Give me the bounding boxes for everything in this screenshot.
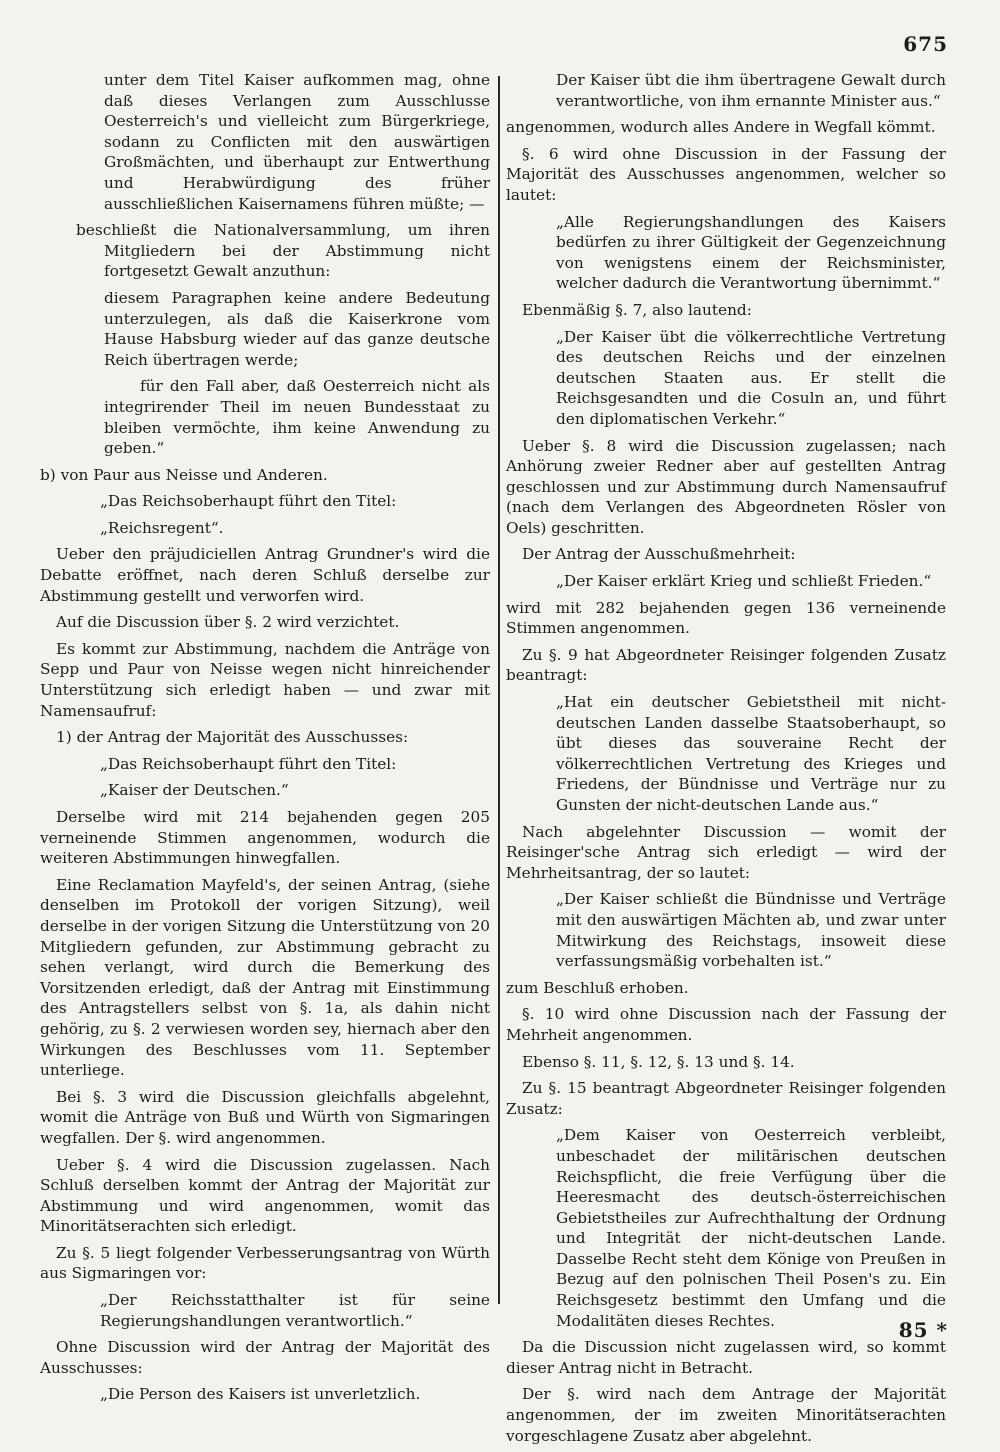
paragraph: Zu §. 15 beantragt Abgeordneter Reisinger folgenden Zusatz: [506, 1079, 946, 1118]
paragraph: „Der Kaiser übt die völkerrechtliche Vertretung des deutschen Reichs und der einzelnen deutschen Staaten aus. Er stellt die Reichsgesandten und die Cosuln an, und führt den diplomatischen Verkehr.“ [556, 327, 946, 428]
paragraph: Zu §. 5 liegt folgender Verbesserungsantrag von Würth aus Sigmaringen vor: [40, 1243, 490, 1283]
paragraph: b) von Paur aus Neisse und Anderen. [40, 465, 328, 484]
paragraph: §. 6 wird ohne Discussion in der Fassung der Majorität des Ausschusses angenommen, welcher so lautet: [506, 144, 946, 204]
paragraph: „Der Kaiser erklärt Krieg und schließt Frieden.“ [556, 572, 932, 591]
paragraph: Ebenso §. 11, §. 12, §. 13 und §. 14. [522, 1052, 795, 1071]
paragraph: zum Beschluß erhoben. [506, 978, 689, 997]
paragraph: „Kaiser der Deutschen.“ [100, 781, 289, 800]
paragraph: Eine Reclamation Mayfeld's, der seinen Antrag, (siehe denselben im Protokoll der vorigen Sitzung), weil derselbe in der vorigen Sitzung die Unterstützung von 20 Mitgliedern gefunden, zur Abstimmung gebracht zu sehen verlangt, wird durch die Bemerkung des Vorsitzenden erledigt, daß der Antrag mit Einstimmung des Antragstellers selbst von §. 1a, als dahin nicht gehörig, zu §. 2 verwiesen worden sey, hiernach aber den Wirkungen des Beschlusses vom 11. September unterliege. [40, 875, 490, 1080]
paragraph: Zu §. 9 hat Abgeordneter Reisinger folgenden Zusatz beantragt: [506, 645, 946, 685]
paragraph: „Hat ein deutscher Gebietstheil mit nicht-deutschen Landen dasselbe Staatsoberhaupt, so übt dieses das souveraine Recht der völkerrechtlichen Vertretung des Krieges und Friedens, der Bündnisse und Verträge nur zu Gunsten der nicht-deutschen Lande aus.“ [556, 693, 946, 814]
paragraph: §. 10 wird ohne Discussion nach der Fassung der Mehrheit angenommen. [506, 1005, 946, 1044]
paragraph: „Die Person des Kaisers ist unverletzlich. [100, 1385, 421, 1404]
paragraph: Ebenmäßig §. 7, also lautend: [522, 300, 752, 319]
paragraph: angenommen, wodurch alles Andere in Wegfall kömmt. [506, 118, 936, 137]
paragraph: 1) der Antrag der Majorität des Ausschusses: [56, 728, 409, 747]
paragraph: Der §. wird nach dem Antrage der Majorität angenommen, der im zweiten Minoritätserachten vorgeschlagene Zusatz aber abgelehnt. [506, 1385, 946, 1445]
paragraph: Ohne Discussion wird der Antrag der Majorität des Ausschusses: [40, 1338, 490, 1377]
paragraph: Auf die Discussion über §. 2 wird verzichtet. [56, 613, 400, 632]
paragraph: für den Fall aber, daß Oesterreich nicht als integrirender Theil im neuen Bundesstaat zu bleiben vermöchte, ihm keine Anwendung zu geben.“ [104, 377, 490, 458]
paragraph: „Reichsregent“. [100, 518, 224, 537]
paragraph: wird mit 282 bejahenden gegen 136 verneinende Stimmen angenommen. [506, 598, 946, 638]
paragraph: unter dem Titel Kaiser aufkommen mag, ohne daß dieses Verlangen zum Ausschlusse Oesterreich's und vielleicht zum Bürgerkriege, sodann zu Conflicten mit den auswärtigen Großmächten, und überhaupt zur Entwerthung und Herabwürdigung des früher ausschließlichen Kaisernamens führen müßte; — [104, 71, 490, 213]
paragraph: Es kommt zur Abstimmung, nachdem die Anträge von Sepp und Paur von Neisse wegen nicht hinreichender Unterstützung sich erledigt haben — und zwar mit Namensaufruf: [40, 639, 490, 720]
paragraph: Ueber den präjudiciellen Antrag Grundner's wird die Debatte eröffnet, nach deren Schluß derselbe zur Abstimmung gestellt und verworfen wird. [40, 545, 490, 605]
page-number: 675 [903, 32, 948, 56]
paragraph: beschließt die Nationalversammlung, um ihren Mitgliedern bei der Abstimmung nicht fortgesetzt Gewalt anzuthun: [76, 221, 490, 281]
paragraph: Ueber §. 4 wird die Discussion zugelassen. Nach Schluß derselben kommt der Antrag der Majorität zur Abstimmung und wird angenommen, womit das Minoritätserachten sich erledigt. [40, 1155, 490, 1236]
paragraph: Nach abgelehnter Discussion — womit der Reisinger'sche Antrag sich erledigt — wird der Mehrheitsantrag, der so lautet: [506, 822, 946, 882]
paragraph: diesem Paragraphen keine andere Bedeutung unterzulegen, als daß die Kaiserkrone vom Hause Habsburg wieder auf das ganze deutsche Reich übertragen werde; [104, 288, 490, 369]
paragraph: „Dem Kaiser von Oesterreich verbleibt, unbeschadet der militärischen deutschen Reichspflicht, die freie Verfügung über die Heeresmacht des deutsch-österreichischen Gebietstheiles zur Aufrechthaltung der Ordnung und Integrität der nicht-deutschen Lande. Dasselbe Recht steht dem Könige von Preußen in Bezug auf den polnischen Theil Posen's zu. Ein Reichsgesetz bestimmt den Umfang und die Modalitäten dieses Rechtes. [556, 1126, 946, 1330]
paragraph: „Das Reichsoberhaupt führt den Titel: [100, 754, 397, 773]
right-column [506, 70, 946, 1452]
paragraph: Derselbe wird mit 214 bejahenden gegen 205 verneinende Stimmen angenommen, wodurch die weiteren Abstimmungen hinwegfallen. [40, 808, 490, 868]
left-column [40, 70, 490, 1411]
paragraph: Der Kaiser übt die ihm übertragene Gewalt durch verantwortliche, von ihm ernannte Minister aus.“ [556, 71, 946, 110]
paragraph: „Alle Regierungshandlungen des Kaisers bedürfen zu ihrer Gültigkeit der Gegenzeichnung von wenigstens einem der Reichsminister, welcher dadurch die Verantwortung übernimmt.“ [556, 212, 946, 293]
signature-mark: 85 * [898, 1318, 948, 1342]
paragraph: Der Antrag der Ausschußmehrheit: [522, 545, 796, 564]
paragraph: „Das Reichsoberhaupt führt den Titel: [100, 492, 397, 511]
column-divider [498, 76, 500, 1304]
paragraph: Da die Discussion nicht zugelassen wird, so kommt dieser Antrag nicht in Betracht. [506, 1338, 946, 1377]
paragraph: Ueber §. 8 wird die Discussion zugelassen; nach Anhörung zweier Redner aber auf gestellten Antrag geschlossen und zur Abstimmung durch Namensaufruf (nach dem Verlangen des Abgeordneten Rösler von Oels) geschritten. [506, 436, 946, 537]
paragraph: „Der Reichsstatthalter ist für seine Regierungshandlungen verantwortlich.“ [100, 1291, 490, 1330]
paragraph: Bei §. 3 wird die Discussion gleichfalls abgelehnt, womit die Anträge von Buß und Würth von Sigmaringen wegfallen. Der §. wird angenommen. [40, 1087, 490, 1147]
paragraph: „Der Kaiser schließt die Bündnisse und Verträge mit den auswärtigen Mächten ab, und zwar unter Mitwirkung des Reichstags, insoweit diese verfassungsmäßig vorbehalten ist.“ [556, 890, 946, 971]
